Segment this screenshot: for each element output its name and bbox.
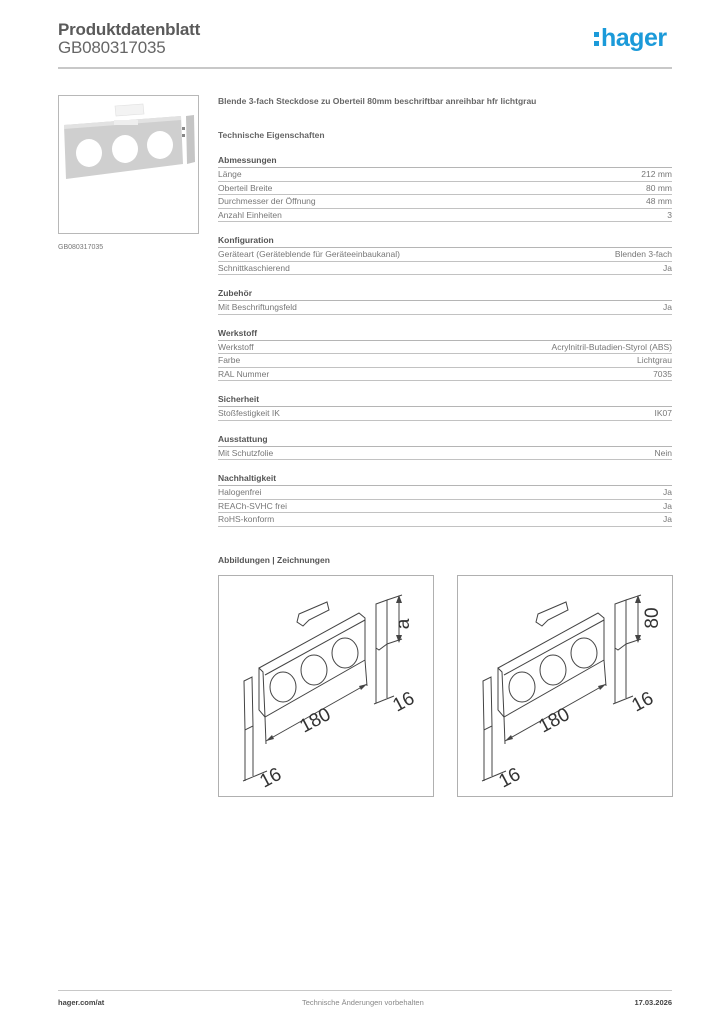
property-row <box>218 513 672 527</box>
property-value: 48 mm <box>646 196 672 206</box>
footer-notice: Technische Änderungen vorbehalten <box>302 998 424 1007</box>
header-divider <box>58 67 672 69</box>
section-title: Werkstoff <box>218 328 672 341</box>
section-title: Nachhaltigkeit <box>218 473 672 486</box>
product-details <box>218 96 672 527</box>
property-value: 3 <box>667 209 672 220</box>
property-row <box>218 486 672 500</box>
product-image-caption: GB080317035 <box>58 244 104 251</box>
left-width-dimension-label: 16 <box>495 763 525 793</box>
property-label: Länge <box>218 169 242 179</box>
property-row <box>218 195 672 209</box>
figures-heading: Abbildungen | Zeichnungen <box>218 555 330 565</box>
property-label: Anzahl Einheiten <box>218 209 282 220</box>
section-dimensions <box>218 155 672 222</box>
property-value: Lichtgrau <box>637 355 672 365</box>
section-safety <box>218 394 672 421</box>
product-code: GB080317035 <box>58 38 166 57</box>
property-row <box>218 368 672 382</box>
section-title: Zubehör <box>218 288 672 301</box>
property-label: Mit Beschriftungsfeld <box>218 302 297 312</box>
property-row <box>218 354 672 368</box>
length-dimension-label: 180 <box>535 703 574 738</box>
property-row <box>218 248 672 262</box>
property-value: IK07 <box>654 408 672 418</box>
property-value: 7035 <box>653 368 672 379</box>
product-description: Blende 3-fach Steckdose zu Oberteil 80mm beschriftbar anreihbar hfr lichtgrau <box>218 96 537 106</box>
property-value: Nein <box>654 447 672 458</box>
property-value: Ja <box>663 302 672 312</box>
property-value: Ja <box>663 514 672 524</box>
property-label: Werkstoff <box>218 341 254 352</box>
property-row <box>218 209 672 223</box>
property-value: 80 mm <box>646 182 672 193</box>
property-row <box>218 262 672 276</box>
product-photo-icon <box>59 96 198 233</box>
property-label: Stoßfestigkeit IK <box>218 408 280 418</box>
property-label: Mit Schutzfolie <box>218 447 274 458</box>
hager-logo <box>594 26 667 51</box>
property-label: Schnittkaschierend <box>218 262 290 273</box>
dimension-drawing-icon <box>219 576 433 796</box>
footer-date: 17.03.2026 <box>634 998 672 1007</box>
section-title: Ausstattung <box>218 434 672 447</box>
section-title: Sicherheit <box>218 394 672 407</box>
property-row <box>218 500 672 514</box>
property-row <box>218 301 672 315</box>
product-image <box>58 95 199 234</box>
property-label: RAL Nummer <box>218 368 270 379</box>
logo-text: hager <box>601 24 667 52</box>
property-row <box>218 341 672 355</box>
property-label: Farbe <box>218 355 241 365</box>
property-row <box>218 168 672 182</box>
height-dimension-label: a <box>393 618 414 630</box>
property-value: Ja <box>663 487 672 497</box>
section-title: Abmessungen <box>218 155 672 168</box>
section-configuration <box>218 235 672 275</box>
property-label: Durchmesser der Öffnung <box>218 196 316 206</box>
document-title: Produktdatenblatt <box>58 20 201 39</box>
section-sustainability <box>218 473 672 527</box>
property-label: Oberteil Breite <box>218 182 273 193</box>
property-value: Ja <box>663 262 672 273</box>
section-accessories <box>218 288 672 315</box>
footer-website-link[interactable]: hager.com/at <box>58 998 105 1007</box>
logo-colon-icon <box>594 30 599 47</box>
property-value: Ja <box>663 500 672 511</box>
section-title: Konfiguration <box>218 235 672 248</box>
property-value: Blenden 3-fach <box>614 249 672 259</box>
property-row <box>218 182 672 196</box>
right-width-dimension-label: 16 <box>389 687 419 717</box>
property-label: REACh-SVHC frei <box>218 500 287 511</box>
height-dimension-label: 80 <box>642 607 663 629</box>
length-dimension-label: 180 <box>296 703 335 738</box>
dimension-drawing-icon <box>458 576 672 796</box>
technical-drawing-2 <box>457 575 673 797</box>
property-label: Geräteart (Geräteblende für Geräteeinbaukanal) <box>218 249 400 259</box>
technical-properties-heading: Technische Eigenschaften <box>218 130 325 140</box>
section-equipment <box>218 434 672 461</box>
technical-drawing-1 <box>218 575 434 797</box>
right-width-dimension-label: 16 <box>628 687 658 717</box>
property-label: Halogenfrei <box>218 487 262 497</box>
section-material <box>218 328 672 382</box>
property-row <box>218 407 672 421</box>
left-width-dimension-label: 16 <box>256 763 286 793</box>
property-value: 212 mm <box>641 169 672 179</box>
footer-divider <box>58 990 672 991</box>
property-value: Acrylnitril-Butadien-Styrol (ABS) <box>551 341 672 352</box>
property-row <box>218 447 672 461</box>
property-label: RoHS-konform <box>218 514 275 524</box>
